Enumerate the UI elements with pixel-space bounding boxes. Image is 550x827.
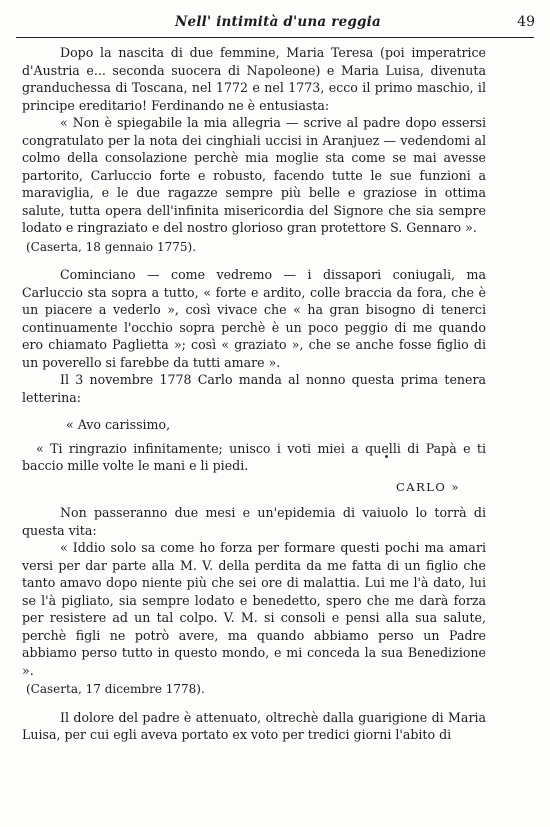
letter-salutation: « Avo carissimo,	[66, 417, 171, 432]
letter-signature: CARLO »	[395, 479, 460, 494]
date-caserta-1778: (Caserta, 17 dicembre 1778).	[26, 682, 205, 696]
letter-body: « Ti ringrazio infinitamente; unisco i voti miei a quelli di Papà e ti baccio mille volte le mani e li piedi.	[22, 440, 486, 473]
running-title: Nell' intimità d'una reggia	[175, 14, 381, 30]
date-caserta-1775: (Caserta, 18 gennaio 1775).	[26, 239, 197, 254]
paragraph-father-grief: Il dolore del padre è attenuato, oltrechè dalla guarigione di Maria Luisa, per cui egli aveva portato ex voto per tredici giorni l'abito di	[22, 709, 486, 742]
paragraph-letter-intro: Il 3 novembre 1778 Carlo manda al nonno questa prima tenera letterina:	[22, 372, 486, 405]
page-body	[22, 44, 486, 744]
paragraph-smallpox: Non passeranno due mesi e un'epidemia di vaiuolo lo torrà di questa vita:	[22, 505, 486, 538]
quote-grief: « Iddio solo sa come ho forza per formare questi pochi ma amari versi per dar parte alla M. V. della perdita da me fatta di un figlio che tanto amavo dopo niente più che sei ore di malattia. Lui me l'à dato, lui se l'à pigliato, sia sempre lodato e benedetto, spero che me darà forza per resistere ad un tal colpo. V. M. si consoli e pensi alla sua salute, perchè figli ne potrò avere, ma quando abbiamo perso un Padre abbiamo perso tutto in questo mondo, e mi conceda la sua Benedizione ».	[22, 540, 486, 678]
paragraph-birth: Dopo la nascita di due femmine, Maria Teresa (poi imperatrice d'Austria e... seconda suocera di Napoleone) e Maria Luisa, divenuta granduchessa di Toscana, nel 1772 e nel 1773, ecco il primo maschio, il principe ereditario! Ferdinando ne è entusiasta:	[22, 45, 486, 113]
paragraph-carluccio: Cominciano — come vedremo — i dissapori coniugali, ma Carluccio sta sopra a tutto, « forte e ardito, colle braccia da fora, che è un piacere a vederlo », così vivace che « ha gran bisogno di tenerci continuamente l'occhio sopra perchè è un poco peggio di me quando ero chiamato Paglietta »; così « graziato », che se anche fosse figlio di un poverello si farebbe da tutti amare ».	[22, 267, 486, 370]
page-number: 49	[517, 14, 535, 30]
page-header	[0, 14, 550, 36]
header-rule	[16, 37, 534, 38]
quote-ferdinando-joy: « Non è spiegabile la mia allegria — scrive al padre dopo essersi congratulato per la nota dei cinghiali uccisi in Aranjuez — vedendomi al colmo della consolazione perchè mia moglie sta come se mai avesse partorito, Carluccio forte e robusto, facendo tutte le sue funzioni a maraviglia, e le due ragazze sempre più belle e graziose in ottima salute, tutta opera dell'infinita misericordia del Signore che sia sempre lodato e ringraziato e del nostro glorioso gran protettore S. Gennaro ».	[22, 115, 486, 235]
print-speck	[385, 455, 388, 458]
